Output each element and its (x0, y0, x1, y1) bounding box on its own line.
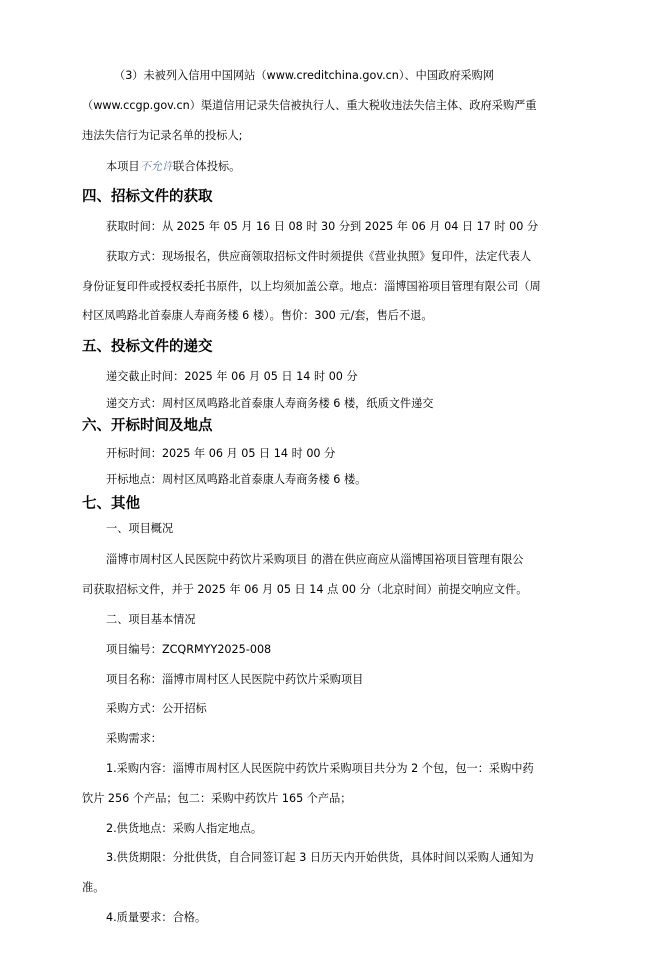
requirements-label: 采购需求： (106, 732, 162, 745)
opening-place: 开标地点：周村区凤鸣路北首泰康人寿商务楼 6 楼。 (106, 473, 367, 486)
consortium-suffix: 联合体投标。 (173, 160, 241, 173)
acquire-method-line3: 村区凤鸣路北首泰康人寿商务楼 6 楼）。售价：300 元/套，售后不退。 (82, 309, 433, 322)
consortium-line (106, 159, 614, 175)
subsection-basic-info: 二、项目基本情况 (106, 613, 196, 626)
opening-time: 开标时间：2025 年 06 月 05 日 14 时 00 分 (106, 447, 336, 460)
overview-line2: 司获取招标文件，并于 2025 年 06 月 05 日 14 点 00 分（北京时间）前提交响应文件。 (82, 583, 528, 596)
acquire-method-line2: 身份证复印件或授权委托书原件，以上均须加盖公章。地点：淄博国裕项目管理有限公司（周 (82, 280, 541, 293)
subsection-overview: 一、项目概况 (106, 522, 174, 535)
consortium-prefix: 本项目 (106, 160, 140, 173)
requirement-1-line1: 1.采购内容：淄博市周村区人民医院中药饮片采购项目共分为 2 个包，包一：采购中药 (106, 762, 534, 775)
submit-deadline: 递交截止时间：2025 年 06 月 05 日 14 时 00 分 (106, 370, 358, 383)
section5-heading: 五、投标文件的递交 (82, 339, 213, 355)
purchase-method: 采购方式：公开招标 (106, 702, 207, 715)
item3-line3: 违法失信行为记录名单的投标人; (82, 129, 243, 142)
project-number: 项目编号：ZCQRMYY2025-008 (106, 643, 272, 656)
requirement-2: 2.供货地点：采购人指定地点。 (106, 822, 263, 835)
requirement-3-line2: 准。 (82, 881, 105, 894)
acquire-method-line1: 获取方式：现场报名，供应商领取招标文件时须提供《营业执照》复印件，法定代表人 (106, 250, 532, 263)
item3-line2: （www.ccgp.gov.cn）渠道信用记录失信被执行人、重大税收违法失信主体、政府采购严重 (82, 99, 537, 112)
item3-line1: （3）未被列入信用中国网站（www.creditchina.gov.cn）、中国政府采购网 (114, 69, 494, 82)
section7-heading: 七、其他 (82, 496, 140, 512)
section6-heading: 六、开标时间及地点 (82, 418, 213, 434)
requirement-1-line2: 饮片 256 个产品；包二：采购中药饮片 165 个产品； (82, 792, 352, 805)
consortium-emphasis: 不允许 (139, 160, 174, 173)
project-name: 项目名称：淄博市周村区人民医院中药饮片采购项目 (106, 673, 364, 686)
requirement-4: 4.质量要求：合格。 (106, 911, 207, 924)
submit-method: 递交方式：周村区凤鸣路北首泰康人寿商务楼 6 楼，纸质文件递交 (106, 397, 434, 410)
acquire-time: 获取时间：从 2025 年 05 月 16 日 08 时 30 分到 2025 年 06 月 04 日 17 时 00 分 (106, 220, 539, 233)
section4-heading: 四、招标文件的获取 (82, 189, 213, 205)
overview-line1: 淄博市周村区人民医院中药饮片采购项目 的潜在供应商应从淄博国裕项目管理有限公 (106, 553, 524, 566)
requirement-3-line1: 3.供货期限：分批供货，自合同签订起 3 日历天内开始供货，具体时间以采购人通知为 (106, 851, 534, 864)
